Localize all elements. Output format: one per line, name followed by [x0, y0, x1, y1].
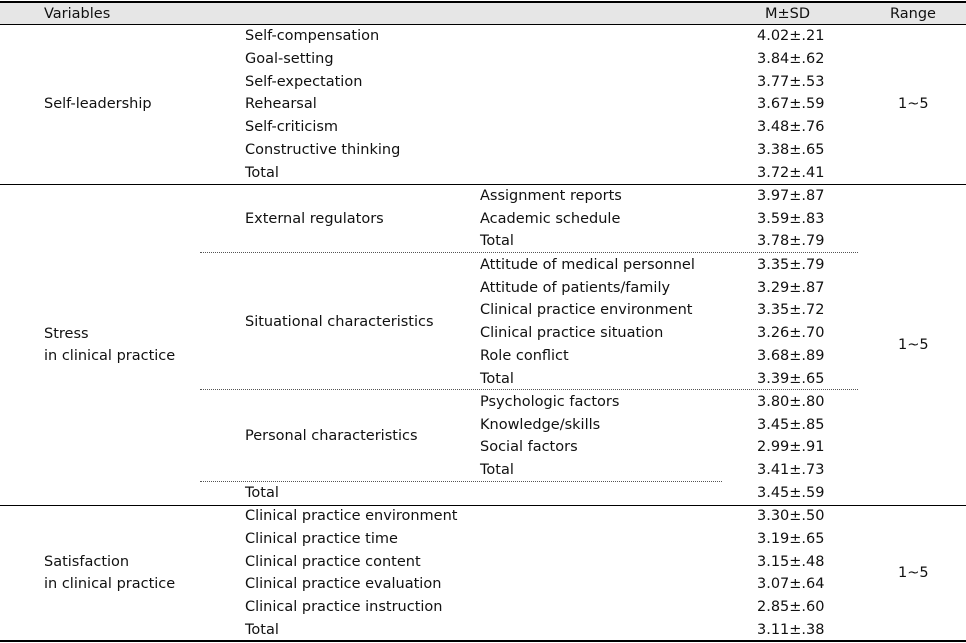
row-item: Attitude of medical personnel [480, 257, 695, 273]
row-msd: 3.15±.48 [757, 554, 825, 570]
subgroup-label-situational: Situational characteristics [245, 314, 434, 330]
row-msd: 3.26±.70 [757, 325, 825, 341]
row-msd: 3.67±.59 [757, 96, 825, 112]
row-msd-total: 3.39±.65 [757, 371, 825, 387]
row-msd: 3.68±.89 [757, 348, 825, 364]
row-item: Self-criticism [245, 119, 339, 135]
row-msd: 3.35±.79 [757, 257, 825, 273]
row-msd-total: 3.11±.38 [757, 622, 825, 638]
table-header-background [0, 2, 966, 25]
row-msd: 3.45±.85 [757, 417, 825, 433]
row-msd-total: 3.72±.41 [757, 165, 825, 181]
row-msd: 3.84±.62 [757, 51, 825, 67]
row-msd: 4.02±.21 [757, 28, 825, 44]
row-msd: 3.30±.50 [757, 508, 825, 524]
row-item: Clinical practice time [245, 531, 398, 547]
group-label-stress-line2: in clinical practice [44, 348, 176, 364]
row-item: Clinical practice instruction [245, 599, 443, 615]
group-label-self-leadership: Self-leadership [44, 96, 152, 112]
row-msd: 3.19±.65 [757, 531, 825, 547]
range-satisfaction: 1~5 [898, 565, 929, 581]
bottom-rule [0, 640, 966, 642]
header-range: Range [890, 6, 936, 22]
row-item-total: Total [245, 165, 279, 181]
header-rule [0, 24, 966, 25]
row-item-total: Total [480, 233, 514, 249]
row-item: Goal-setting [245, 51, 334, 67]
row-item: Role conflict [480, 348, 569, 364]
row-item: Clinical practice content [245, 554, 421, 570]
row-item: Academic schedule [480, 211, 621, 227]
subgroup-divider-3 [200, 481, 722, 482]
row-item-total: Total [480, 462, 514, 478]
subgroup-divider-1 [200, 252, 858, 253]
group-rule-2 [0, 505, 966, 506]
subgroup-label-external: External regulators [245, 211, 384, 227]
row-item: Attitude of patients/family [480, 280, 671, 296]
stress-total-msd: 3.45±.59 [757, 485, 825, 501]
row-item: Assignment reports [480, 188, 622, 204]
row-msd-total: 3.78±.79 [757, 233, 825, 249]
row-item: Clinical practice environment [245, 508, 458, 524]
group-rule-1 [0, 184, 966, 185]
row-msd: 3.48±.76 [757, 119, 825, 135]
row-item: Social factors [480, 439, 578, 455]
stress-total-label: Total [245, 485, 279, 501]
row-msd: 2.99±.91 [757, 439, 825, 455]
range-self-leadership: 1~5 [898, 96, 929, 112]
top-rule [0, 1, 966, 3]
row-item: Clinical practice situation [480, 325, 664, 341]
row-msd: 3.77±.53 [757, 74, 825, 90]
row-item: Knowledge/skills [480, 417, 601, 433]
row-msd: 3.97±.87 [757, 188, 825, 204]
row-item: Psychologic factors [480, 394, 620, 410]
row-msd: 3.80±.80 [757, 394, 825, 410]
subgroup-label-personal: Personal characteristics [245, 428, 418, 444]
header-variables: Variables [44, 6, 111, 22]
row-item-total: Total [480, 371, 514, 387]
row-msd: 3.29±.87 [757, 280, 825, 296]
row-msd: 3.35±.72 [757, 302, 825, 318]
row-msd: 3.38±.65 [757, 142, 825, 158]
subgroup-divider-2 [200, 389, 858, 390]
group-label-satisfaction-line1: Satisfaction [44, 554, 130, 570]
row-item-total: Total [245, 622, 279, 638]
group-label-satisfaction-line2: in clinical practice [44, 576, 176, 592]
row-item: Clinical practice environment [480, 302, 693, 318]
row-item: Self-compensation [245, 28, 380, 44]
group-label-stress-line1: Stress [44, 326, 89, 342]
row-msd: 2.85±.60 [757, 599, 825, 615]
row-item: Self-expectation [245, 74, 363, 90]
row-item: Constructive thinking [245, 142, 401, 158]
row-msd: 3.59±.83 [757, 211, 825, 227]
range-stress: 1~5 [898, 337, 929, 353]
row-item: Clinical practice evaluation [245, 576, 442, 592]
row-msd: 3.07±.64 [757, 576, 825, 592]
row-item: Rehearsal [245, 96, 317, 112]
header-msd: M±SD [765, 6, 811, 22]
row-msd-total: 3.41±.73 [757, 462, 825, 478]
